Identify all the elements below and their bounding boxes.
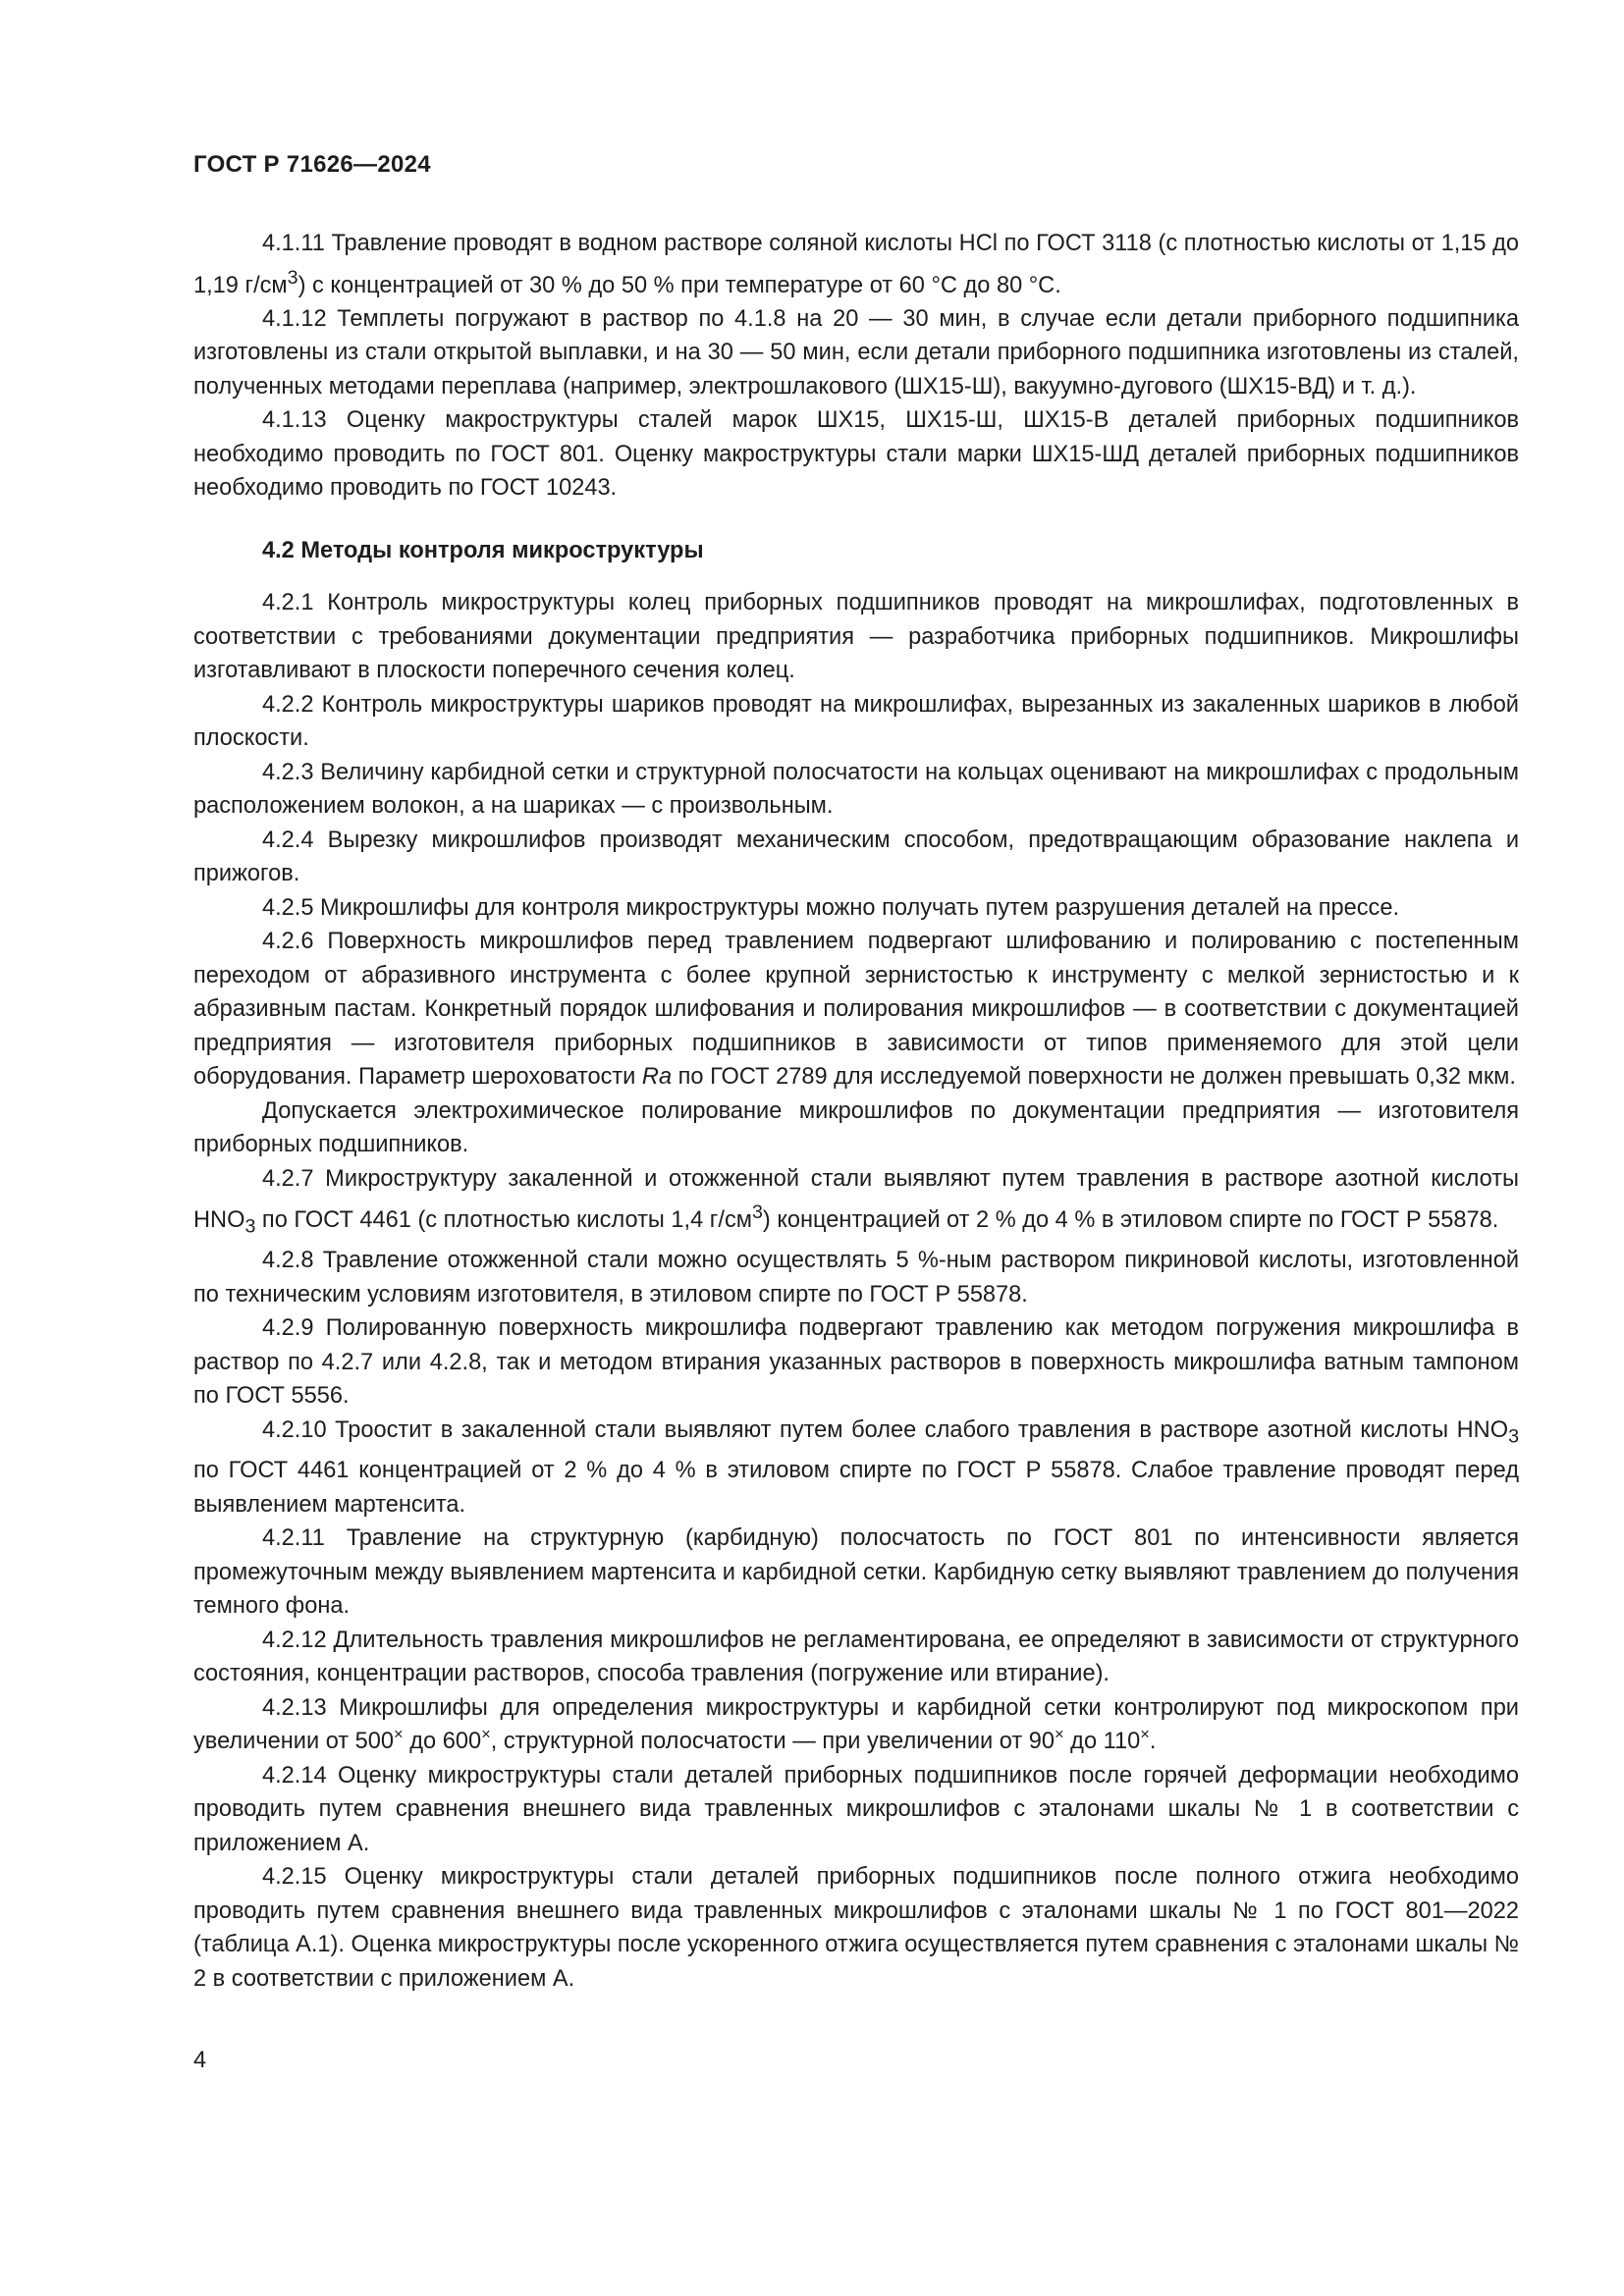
paragraph-4-1-12: 4.1.12 Темплеты погружают в раствор по 4.1.8 на 20 — 30 мин, в случае если детали приборного подшипника изготовлены из стали открытой выплавки, и на 30 — 50 мин, если детали приборного подшипника изготовлены из сталей, полученных методами переплава (например, электрошлакового (ШХ15-Ш), вакуумно-дугового (ШХ15-ВД) и т. д.). bbox=[193, 305, 1519, 400]
paragraph-4-2-11: 4.2.11 Травление на структурную (карбидную) полосчатость по ГОСТ 801 по интенсивности является промежуточным между выявлением мартенсита и карбидной сетки. Карбидную сетку выявляют травлением до получения темного фона. bbox=[193, 1525, 1519, 1620]
paragraph-4-2-2: 4.2.2 Контроль микроструктуры шариков проводят на микрошлифах, вырезанных из закаленных шариков в любой плоскости. bbox=[193, 691, 1519, 752]
paragraph-4-2-9: 4.2.9 Полированную поверхность микрошлифа подвергают травлению как методом погружения микрошлифа в раствор по 4.2.7 или 4.2.8, так и методом втирания указанных растворов в поверхность микрошлифа ватным тампоном по ГОСТ 5556. bbox=[193, 1315, 1519, 1410]
page-number: 4 bbox=[193, 2048, 207, 2073]
paragraph-4-2-4: 4.2.4 Вырезку микрошлифов производят механическим способом, предотвращающим образование наклепа и прижогов. bbox=[193, 827, 1519, 887]
document-header: ГОСТ Р 71626—2024 bbox=[193, 151, 431, 178]
paragraph-4-2-13: 4.2.13 Микрошлифы для определения микроструктуры и карбидной сетки контролируют под микроскопом при увеличении от 500× до 600×, структурной полосчатости — при увеличении от 90× до 110×. bbox=[193, 1694, 1519, 1755]
paragraph-4-2-5: 4.2.5 Микрошлифы для контроля микроструктуры можно получать путем разрушения деталей на прессе. bbox=[262, 894, 1400, 921]
paragraph-4-2-14: 4.2.14 Оценку микроструктуры стали деталей приборных подшипников после горячей деформации необходимо проводить путем сравнения внешнего вида травленных микрошлифов с эталонами шкалы № 1 в соответствии с приложением А. bbox=[193, 1762, 1519, 1856]
section-title-4-2: 4.2 Методы контроля микроструктуры bbox=[262, 537, 704, 563]
paragraph-4-1-13: 4.1.13 Оценку макроструктуры сталей марок ШХ15, ШХ15-Ш, ШХ15-В деталей приборных подшипников необходимо проводить по ГОСТ 801. Оценку макроструктуры стали марки ШХ15-ШД деталей приборных подшипников необходимо проводить по ГОСТ 10243. bbox=[193, 407, 1519, 502]
document-body bbox=[193, 227, 1519, 1996]
paragraph-4-2-1: 4.2.1 Контроль микроструктуры колец приборных подшипников проводят на микрошлифах, подготовленных в соответствии с требованиями документации предприятия — разработчика приборных подшипников. Микрошлифы изготавливают в плоскости поперечного сечения колец. bbox=[193, 590, 1519, 684]
paragraph-4-2-3: 4.2.3 Величину карбидной сетки и структурной полосчатости на кольцах оценивают на микрошлифах с продольным расположением волокон, а на шариках — с произвольным. bbox=[193, 759, 1519, 820]
paragraph-4-2-10: 4.2.10 Троостит в закаленной стали выявляют путем более слабого травления в растворе азотной кислоты $HNO_3$ по ГОСТ 4461 концентрацией от 2 % до 4 % в этиловом спирте по ГОСТ Р 55878. Слабое травление проводят перед выявлением мартенсита. bbox=[193, 1416, 1519, 1518]
paragraph-4-1-11: 4.1.11 Травление проводят в водном растворе соляной кислоты HCl по ГОСТ 3118 (с плотностью кислоты от 1,15 до 1,19 $г/см^3$) с концентрацией от 30 % до 50 % при температуре от 60 °С до 80 °С. bbox=[193, 231, 1519, 298]
paragraph-4-2-7: 4.2.7 Микроструктуру закаленной и отожженной стали выявляют путем травления в растворе азотной кислоты $HNO_3$ по ГОСТ 4461 (с плотностью кислоты 1,4 $г/см^3$) концентрацией от 2 % до 4 % в этиловом спирте по ГОСТ Р 55878. bbox=[193, 1165, 1519, 1238]
paragraph-4-2-8: 4.2.8 Травление отожженной стали можно осуществлять 5 %-ным раствором пикриновой кислоты, изготовленной по техническим условиям изготовителя, в этиловом спирте по ГОСТ Р 55878. bbox=[193, 1248, 1519, 1308]
paragraph-4-2-6: 4.2.6 Поверхность микрошлифов перед травлением подвергают шлифованию и полированию с постепенным переходом от абразивного инструмента с более крупной зернистостью к инструменту с мелкой зернистостью и к абразивным пастам. Конкретный порядок шлифования и полирования микрошлифов — в соответствии с документацией предприятия — изготовителя приборных подшипников в зависимости от типов применяемого для этой цели оборудования. Параметр шероховатости Ra по ГОСТ 2789 для исследуемой поверхности не должен превышать 0,32 мкм. bbox=[193, 929, 1519, 1091]
paragraph-4-2-15: 4.2.15 Оценку микроструктуры стали деталей приборных подшипников после полного отжига необходимо проводить путем сравнения внешнего вида травленных микрошлифов с эталонами шкалы № 1 по ГОСТ 801—2022 (таблица А.1). Оценка микроструктуры после ускоренного отжига осуществляется путем сравнения с эталонами шкалы № 2 в соответствии с приложением А. bbox=[193, 1864, 1519, 1992]
paragraph-4-2-12: 4.2.12 Длительность травления микрошлифов не регламентирована, ее определяют в зависимости от структурного состояния, концентрации растворов, способа травления (погружение или втирание). bbox=[193, 1627, 1519, 1687]
paragraph-4-2-6-note: Допускается электрохимическое полирование микрошлифов по документации предприятия — изготовителя приборных подшипников. bbox=[193, 1097, 1519, 1158]
